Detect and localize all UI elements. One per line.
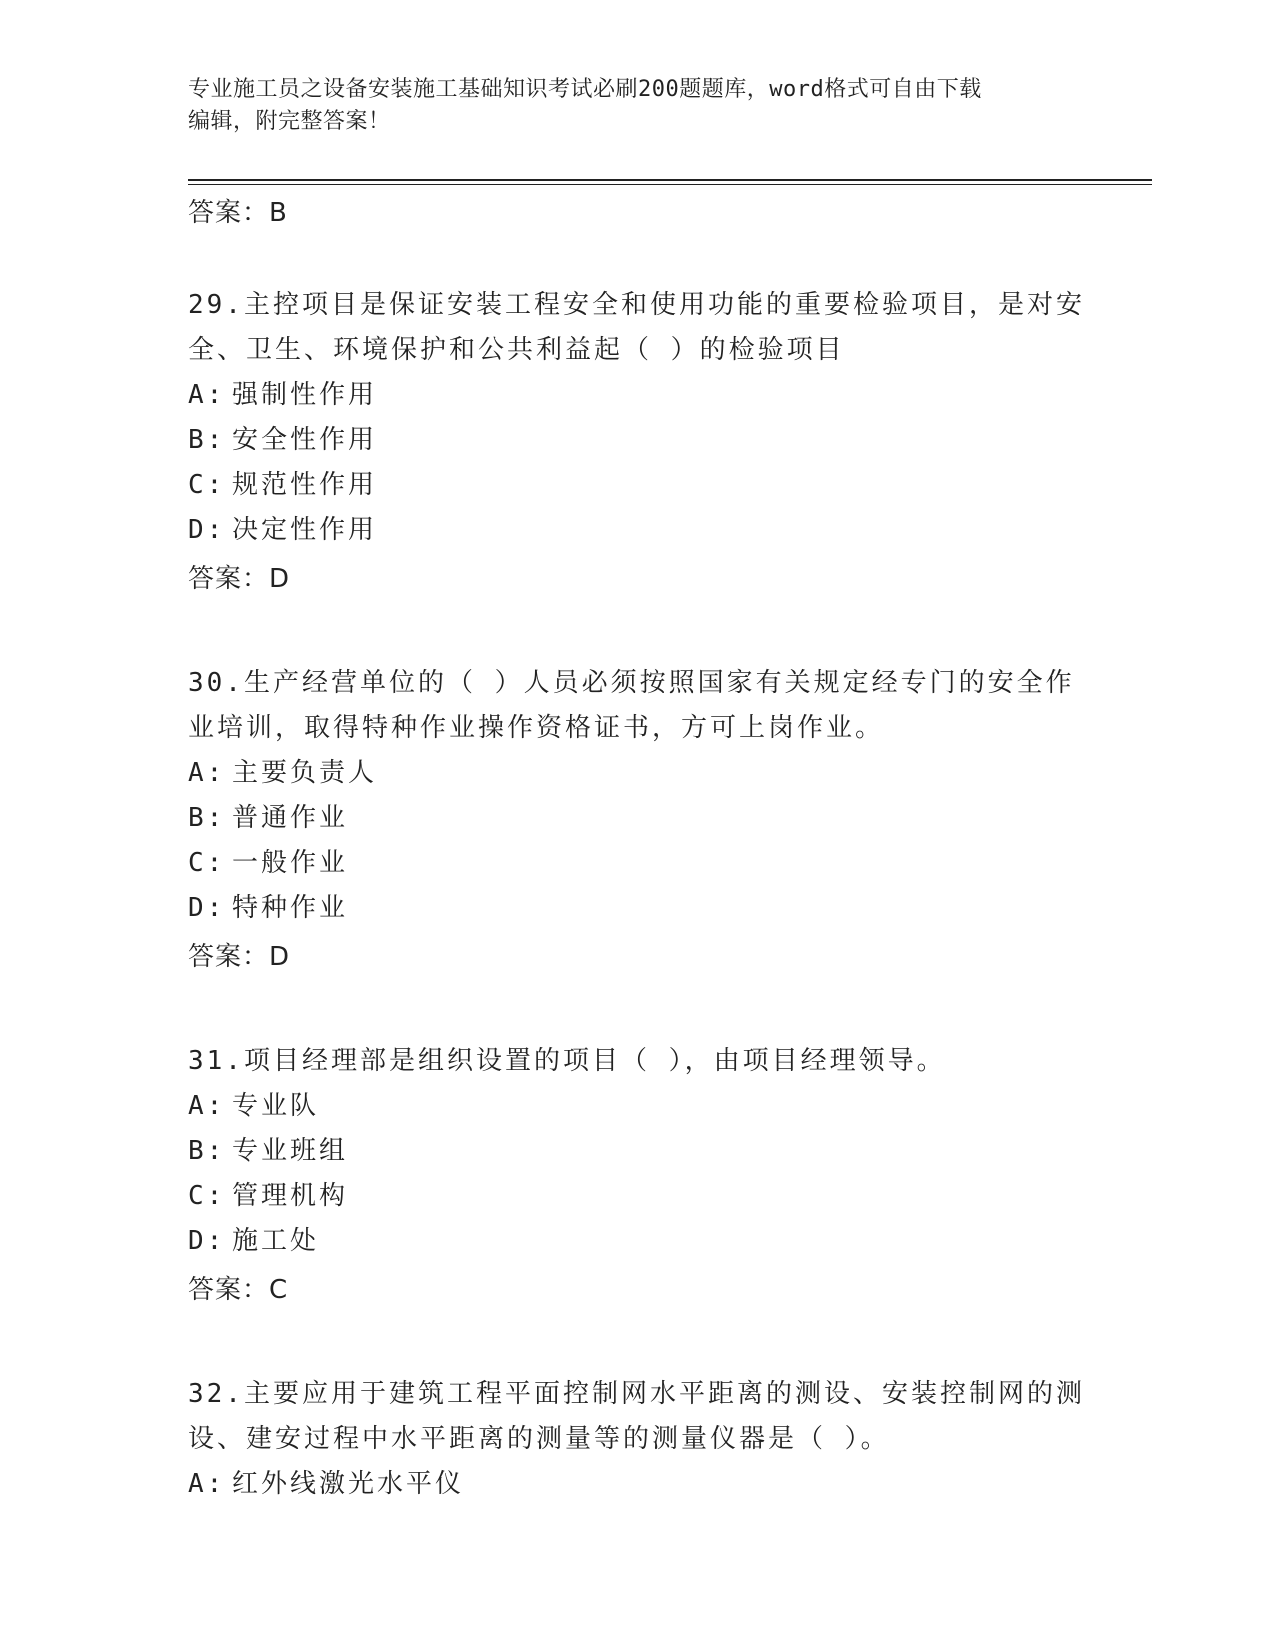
option-letter: B: [188, 425, 226, 455]
option-letter: C: [188, 1181, 226, 1211]
option-letter: A: [188, 758, 226, 788]
option-text: 专业班组 [232, 1136, 349, 1166]
option-b [188, 418, 1088, 463]
answer-line [188, 935, 1088, 979]
option-text: 管理机构 [232, 1181, 349, 1211]
option-letter: B: [188, 803, 226, 833]
option-d [188, 886, 1088, 931]
option-text: 专业队 [232, 1091, 320, 1121]
option-text: 主要负责人 [232, 758, 378, 788]
option-b [188, 1129, 1088, 1174]
question-line: 30.生产经营单位的（ ）人员必须按照国家有关规定经专门的安全作 [188, 668, 1075, 698]
option-a [188, 751, 1088, 796]
option-letter: A: [188, 1091, 226, 1121]
option-a [188, 1084, 1088, 1129]
answer-label: 答案： [188, 942, 270, 972]
option-d [188, 508, 1088, 553]
option-letter: D: [188, 1226, 226, 1256]
header-line-1: 专业施工员之设备安装施工基础知识考试必刷200题题库，word格式可自由下载 [188, 77, 982, 102]
question-30 [188, 661, 1088, 979]
option-c [188, 841, 1088, 886]
option-letter: C: [188, 470, 226, 500]
option-text: 安全性作用 [232, 425, 378, 455]
question-line: 设、建安过程中水平距离的测量等的测量仪器是（ ）。 [188, 1424, 890, 1454]
option-text: 一般作业 [232, 848, 349, 878]
option-b [188, 796, 1088, 841]
option-text: 决定性作用 [232, 515, 378, 545]
option-letter: D: [188, 893, 226, 923]
answer-line [188, 1268, 1088, 1312]
option-text: 特种作业 [232, 893, 349, 923]
option-d [188, 1219, 1088, 1264]
question-31 [188, 1039, 1088, 1312]
option-text: 规范性作用 [232, 470, 378, 500]
answer-value: C [269, 1275, 289, 1305]
option-letter: C: [188, 848, 226, 878]
header-divider-thin [188, 184, 1152, 185]
answer-label: 答案： [188, 198, 270, 228]
answer-value: D [269, 942, 291, 972]
option-letter: A: [188, 1469, 226, 1499]
question-text [188, 1372, 1088, 1462]
header-line-2: 编辑，附完整答案！ [188, 109, 391, 134]
question-line: 全、卫生、环境保护和公共利益起（ ）的检验项目 [188, 335, 845, 365]
option-a [188, 1462, 1088, 1507]
question-line: 32.主要应用于建筑工程平面控制网水平距离的测设、安装控制网的测 [188, 1379, 1085, 1409]
option-letter: D: [188, 515, 226, 545]
option-text: 红外线激光水平仪 [232, 1469, 465, 1499]
option-text: 施工处 [232, 1226, 320, 1256]
answer-label: 答案： [188, 564, 270, 594]
option-letter: B: [188, 1136, 226, 1166]
option-letter: A: [188, 380, 226, 410]
question-line: 29.主控项目是保证安装工程安全和使用功能的重要检验项目，是对安 [188, 290, 1085, 320]
question-text [188, 1039, 1088, 1084]
document-header [188, 74, 1068, 138]
question-line: 31.项目经理部是组织设置的项目（ ），由项目经理领导。 [188, 1046, 946, 1076]
option-c [188, 463, 1088, 508]
answer-value: D [269, 564, 291, 594]
question-list [188, 187, 1088, 1507]
question-line: 业培训，取得特种作业操作资格证书，方可上岗作业。 [188, 713, 885, 743]
option-text: 强制性作用 [232, 380, 378, 410]
question-text [188, 283, 1088, 373]
header-divider-thick [188, 179, 1152, 181]
question-29 [188, 283, 1088, 601]
option-text: 普通作业 [232, 803, 349, 833]
answer-label: 答案： [188, 1275, 270, 1305]
option-a [188, 373, 1088, 418]
question-text [188, 661, 1088, 751]
answer-line [188, 191, 1088, 235]
question-32 [188, 1372, 1088, 1507]
option-c [188, 1174, 1088, 1219]
answer-line [188, 557, 1088, 601]
answer-value: B [269, 198, 288, 228]
